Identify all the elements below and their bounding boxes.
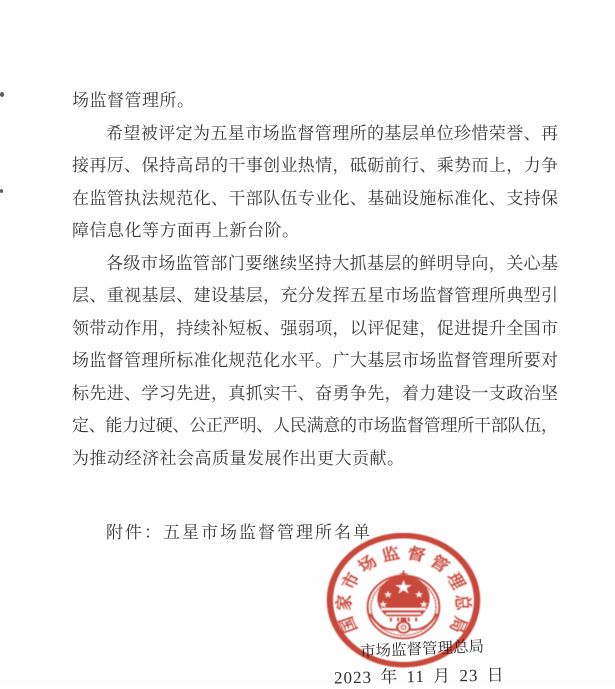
scan-artifact (0, 92, 4, 97)
seal-arc-char: 总 (451, 594, 474, 611)
scan-artifact (0, 189, 3, 193)
seal-arc-char: 监 (379, 544, 402, 565)
national-emblem-icon (368, 571, 440, 638)
body-line: 在监管执法规范化、干部队伍专业化、基础设施标准化、支持保 (72, 188, 559, 208)
seal-arc-char: 国 (335, 614, 362, 636)
issue-date: 2023 年 11 月 23 日 (333, 665, 505, 688)
body-line: 为推动经济社会高质量发展作出更大贡献。 (72, 448, 405, 468)
seal-arc-char: 场 (354, 552, 381, 576)
body-line: 场监督管理所标准化规范化水平。广大基层市场监督管理所要对 (72, 351, 559, 370)
body-line: 定、能力过硬、公正严明、人民满意的市场监督管理所干部队伍， (72, 416, 558, 435)
seal-arc-char: 市 (338, 570, 365, 593)
body-line: 场监督管理所。 (72, 91, 195, 110)
body-line: 层、重视基层、建设基层，充分发挥五星市场监督管理所典型引 (72, 286, 559, 305)
body-line: 各级市场监管部门要继续坚持大抓基层的鲜明导向，关心基 (106, 253, 559, 273)
seal-arc-char: 管 (426, 552, 453, 576)
body-line: 领带动作用，持续补短板、强弱项，以评促建，促进提升全国市 (72, 318, 559, 338)
document-body (72, 85, 558, 475)
seal-arc-char: 局 (445, 614, 472, 636)
attachment-line: 附件：五星市场监督管理所名单 (106, 523, 372, 542)
body-line: 障信息化等方面再上新台阶。 (72, 221, 300, 240)
body-line: 希望被评定为五星市场监督管理所的基层单位珍惜荣誉、再 (106, 123, 559, 143)
official-seal (326, 533, 481, 669)
body-line: 标先进、学习先进，真抓实干、奋勇争先，着力建设一支政治坚 (72, 383, 559, 403)
seal-arc-char: 督 (405, 544, 428, 565)
seal-arc-char: 理 (442, 570, 469, 593)
authority-name: 市场监督管理总局 (359, 638, 485, 661)
body-line: 接再厉、保持高昂的干事创业热情，砥砺前行、乘势而上，力争 (72, 156, 559, 175)
seal-arc-char: 家 (333, 594, 356, 611)
